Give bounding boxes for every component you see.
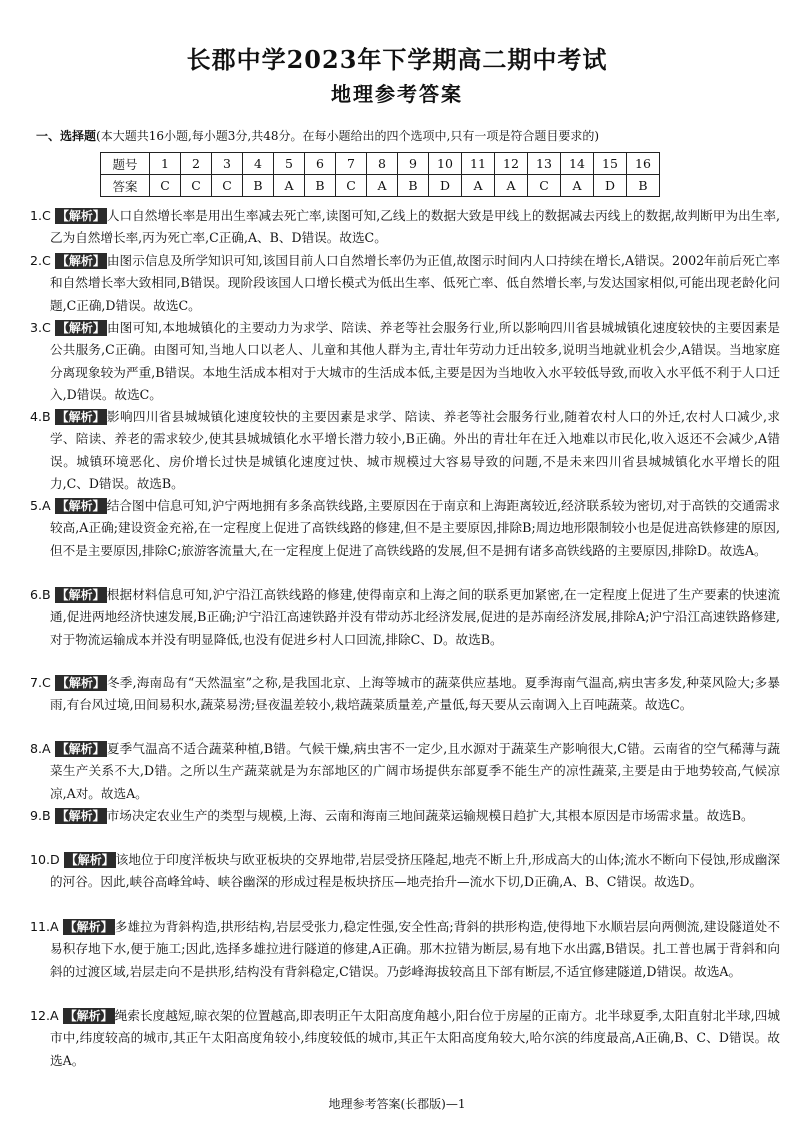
answer-cell: D [429,175,462,197]
explanation-text: 结合图中信息可知,沪宁两地拥有多条高铁线路,主要原因在于南京和上海距离较近,经济联系较为密切,对于高铁的交通需求较高,A正确;建设资金充裕,在一定程度上促进了高铁线路的修建,但不是主要原因,排除B;周边地形限制较小也是促进高铁修建的原因,但不是主要原因,排除C;旅游客流量大,在一定程度上促进了高铁线路的发展,但不是拥有诸多高铁线路的主要原因,排除D。故选A。 [50,498,780,558]
answer-cell: A [274,175,305,197]
analysis-tag: 【解析】 [56,588,105,602]
analysis-tag: 【解析】 [56,254,105,268]
explanation-text: 该地位于印度洋板块与欧亚板块的交界地带,岩层受挤压隆起,地壳不断上升,形成高大的山体;流水不断向下侵蚀,形成幽深的河谷。因此,峡谷高峰耸峙、峡谷幽深的形成过程是板块挤压—地壳抬升—流水下切,D正确,A、B、C错误。故选D。 [50,852,780,890]
question-number: 7.C [30,675,51,690]
analysis-tag: 【解析】 [56,410,105,424]
answer-cell: A [367,175,398,197]
answer-cell: A [495,175,528,197]
explanation-text: 由图可知,本地城镇化的主要动力为求学、陪读、养老等社会服务行业,所以影响四川省县城城镇化速度较快的主要因素是公共服务,C正确。由图可知,当地人口以老人、儿童和其他人群为主,青壮年劳动力迁出较多,说明当地就业机会少,A错误。当地家庭分离现象较为严重,B错误。本地生活成本相对于大城市的生活成本低,主要是因为当地收入水平较低导致,而收入水平低不利于人口迁入,D错误。故选C。 [50,320,780,402]
explanation-text: 冬季,海南岛有“天然温室”之称,是我国北京、上海等城市的蔬菜供应基地。夏季海南气温高,病虫害多发,种菜风险大;多暴雨,有台风过境,田间易积水,蔬菜易涝;昼夜温差较小,栽培蔬菜质量差,产量低,每天要从云南调入上百吨蔬菜。故选C。 [50,675,780,713]
question-number: 4.B [30,409,51,424]
question-explanation-9 [30,805,780,827]
analysis-tag: 【解析】 [56,809,105,823]
question-number: 9.B [30,808,51,823]
analysis-tag: 【解析】 [56,742,105,756]
analysis-tag: 【解析】 [56,321,105,335]
section-description: (本大题共16小题,每小题3分,共48分。在每小题给出的四个选项中,只有一项是符合题目要求的) [96,129,599,143]
question-number: 2.C [30,253,51,268]
question-number-cell: 9 [398,153,429,175]
answer-cell: B [305,175,336,197]
question-number: 10.D [30,852,60,867]
answer-cell: B [243,175,274,197]
question-explanation-4 [30,406,780,495]
question-number: 1.C [30,208,51,223]
page-subtitle: 地理参考答案 [331,82,463,106]
question-explanation-1 [30,205,780,250]
answer-cell: D [594,175,627,197]
explanation-text: 影响四川省县城城镇化速度较快的主要因素是求学、陪读、养老等社会服务行业,随着农村人口的外迁,农村人口减少,求学、陪读、养老的需求较少,使其县城城镇化水平增长潜力较小,B正确。外出的青壮年在迁入地难以市民化,收入返还不会减少,A错误。城镇环境恶化、房价增长过快是城镇化速度过快、城市规模过大容易导致的问题,不是未来四川省县城城镇化水平增长的阻力,C、D错误。故选B。 [50,409,780,491]
question-explanation-6 [30,584,780,651]
question-explanation-12 [30,1005,780,1072]
question-number-cell: 5 [274,153,305,175]
answer-table [100,152,660,197]
analysis-tag: 【解析】 [56,209,105,223]
question-number-cell: 6 [305,153,336,175]
analysis-tag: 【解析】 [56,676,105,690]
analysis-tag: 【解析】 [56,499,105,513]
question-number-cell: 10 [429,153,462,175]
question-number-cell: 1 [150,153,181,175]
question-number: 3.C [30,320,51,335]
answer-cell: B [398,175,429,197]
answer-table-number-row [101,153,660,175]
answer-cell: C [181,175,212,197]
explanation-text: 多雄拉为背斜构造,拱形结构,岩层受张力,稳定性强,安全性高;背斜的拱形构造,使得地下水顺岩层向两侧流,建设隧道处不易积存地下水,便于施工;因此,选择多雄拉进行隧道的修建,A正确。那木拉错为断层,易有地下水出露,B错误。扎工普也属于背斜和向斜的过渡区域,岩层走向不是拱形,结构没有背斜稳定,C错误。乃彭峰海拔较高且下部有断层,不适宜修建隧道,D错误。故选A。 [50,919,780,979]
analysis-tag: 【解析】 [65,853,114,867]
answer-cell: C [212,175,243,197]
explanation-text: 由图示信息及所学知识可知,该国目前人口自然增长率仍为正值,故图示时间内人口持续在增长,A错误。2002年前后死亡率和自然增长率大致相同,B错误。现阶段该国人口增长模式为低出生率、低死亡率、低自然增长率,与发达国家相似,可能出现老龄化问题,C正确,D错误。故选C。 [50,253,780,313]
answer-cell: A [561,175,594,197]
question-number: 12.A [30,1008,59,1023]
explanation-text: 人口自然增长率是用出生率减去死亡率,读图可知,乙线上的数据大致是甲线上的数据减去丙线上的数据,故判断甲为出生率,乙为自然增长率,丙为死亡率,C正确,A、B、D错误。故选C。 [50,208,780,246]
question-explanation-7 [30,672,780,717]
question-explanation-8 [30,738,780,805]
answer-cell: C [150,175,181,197]
question-explanation-11 [30,916,780,983]
question-number-cell: 15 [594,153,627,175]
question-explanation-5 [30,495,780,562]
explanation-text: 绳索长度越短,晾衣架的位置越高,即表明正午太阳高度角越小,阳台位于房屋的正南方。北半球夏季,太阳直射北半球,四城市中,纬度较高的城市,其正午太阳高度角较小,纬度较低的城市,其正午太阳高度角较大,哈尔滨的纬度最高,A正确,B、C、D错误。故选A。 [50,1008,780,1068]
question-number: 8.A [30,741,51,756]
answer-header: 答案 [101,175,150,197]
explanation-text: 夏季气温高不适合蔬菜种植,B错。气候干燥,病虫害不一定少,且水源对于蔬菜生产影响很大,C错。云南省的空气稀薄与蔬菜生产关系不大,D错。之所以生产蔬菜就是为东部地区的广阔市场提供东部夏季不能生产的凉性蔬菜,主要是由于地势较高,气候凉凉,A对。故选A。 [50,741,780,801]
question-explanation-3 [30,317,780,406]
explanation-text: 根据材料信息可知,沪宁沿江高铁线路的修建,使得南京和上海之间的联系更加紧密,在一定程度上促进了生产要素的快速流通,促进两地经济快速发展,B正确;沪宁沿江高速铁路并没有带动苏北经济发展,促进的是苏南经济发展,排除A;沪宁沿江高速铁路修建,对于物流运输成本并没有明显降低,也没有促进乡村人口回流,排除C、D。故选B。 [50,587,780,647]
question-number-cell: 3 [212,153,243,175]
question-number-cell: 4 [243,153,274,175]
page-title: 长郡中学2023年下学期高二期中考试 [186,45,608,74]
question-number-cell: 12 [495,153,528,175]
question-number: 11.A [30,919,59,934]
answer-cell: B [627,175,660,197]
question-number-header: 题号 [101,153,150,175]
analysis-tag: 【解析】 [64,1009,113,1023]
question-number-cell: 2 [181,153,212,175]
question-number-cell: 7 [336,153,367,175]
question-number-cell: 11 [462,153,495,175]
page-footer: 地理参考答案(长郡版)—1 [328,1097,466,1111]
section-heading [36,127,776,144]
question-number-cell: 14 [561,153,594,175]
answer-cell: C [528,175,561,197]
question-number-cell: 8 [367,153,398,175]
question-explanation-2 [30,250,780,317]
question-number: 6.B [30,587,51,602]
explanation-text: 市场决定农业生产的类型与规模,上海、云南和海南三地间蔬菜运输规模日趋扩大,其根本原因是市场需求量。故选B。 [106,808,754,823]
answer-table-answer-row [101,175,660,197]
analysis-tag: 【解析】 [64,920,113,934]
answer-cell: C [336,175,367,197]
question-number-cell: 16 [627,153,660,175]
question-explanation-10 [30,849,780,894]
question-number-cell: 13 [528,153,561,175]
section-label: 一、选择题 [36,129,97,143]
question-number: 5.A [30,498,51,513]
answer-cell: A [462,175,495,197]
